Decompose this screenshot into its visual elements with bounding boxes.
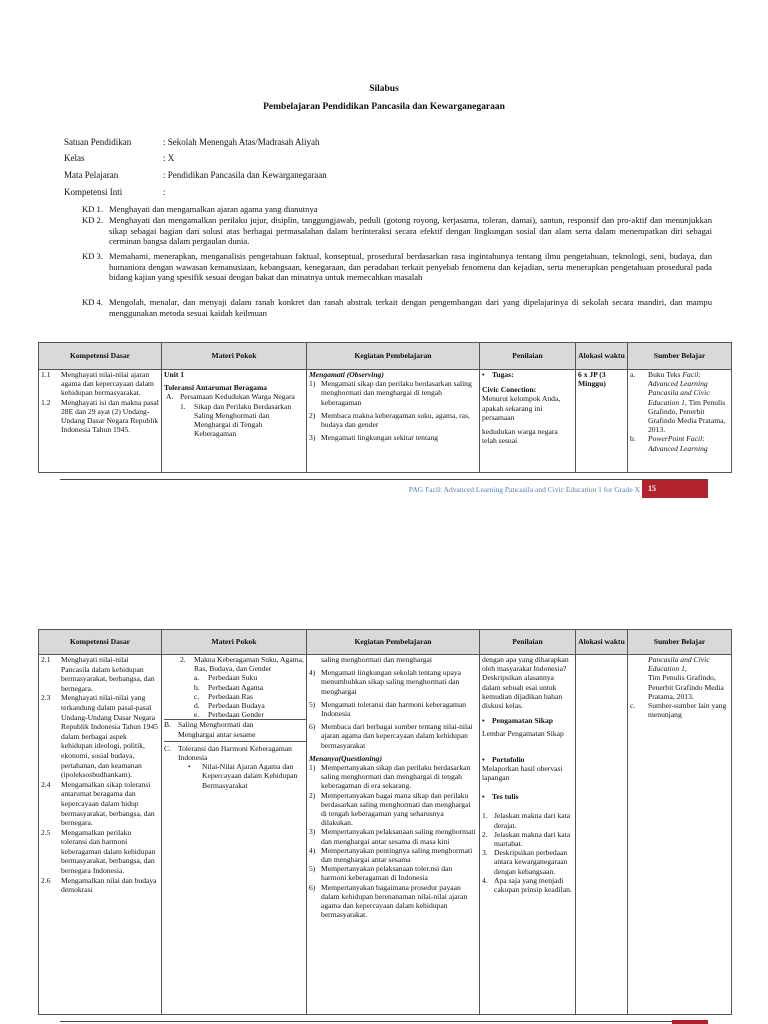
document-title: Silabus	[369, 84, 399, 94]
ki-text: Memahami, menerapkan, menganalisis pengetahuan faktual, konseptual, prosedural berdasarkan rasa ingintahunya tentang ilmu pengetahuan, teknologi, seni, budaya, dan humaniora dengan wawasan kemanusiaan, kebangsaan, kenegaraan, dan peradaban terkait penyebab fenomena dan kejadian, serta menerapkan pengetahuan prosedural pada bidang kajian yang spesifik sesuai dengan bakat dan minatnya untuk memecahkan masalah	[109, 251, 712, 283]
tes-item	[482, 811, 573, 829]
question-number: 4)	[309, 845, 316, 855]
bullet-icon: •	[482, 792, 485, 802]
penilaian-tes-heading	[482, 792, 573, 801]
kegiatan-number: 3)	[309, 433, 316, 443]
header-kompetensi-dasar: Kompetensi Dasar	[39, 630, 162, 655]
kd-text: Menghayati nilai-nilai ajaran agama dan kepercayaan dalam kehidupan bermasyarakat.	[61, 370, 154, 398]
kd-item	[41, 693, 159, 779]
kegiatan-cell	[307, 370, 480, 473]
kd-number: 1.2	[41, 397, 51, 407]
materi-letter: C.	[164, 743, 171, 753]
materi-letter: b.	[194, 682, 200, 692]
materi-subitem	[194, 683, 306, 692]
materi-cell	[162, 370, 307, 473]
tes-number: 1.	[482, 811, 488, 821]
kd-item	[41, 876, 159, 895]
kd-text: Mengamalkan sikap toleransi antarumat beragama dan kepercayaan dalam hidup bermasyarakat, berbangsa, dan bernegara.	[61, 779, 155, 828]
tes-item	[482, 830, 573, 848]
penilaian-civic: Civic Conection:	[482, 385, 537, 395]
header-kegiatan: Kegiatan Pembelajaran	[307, 630, 480, 655]
kegiatan-item	[309, 379, 477, 407]
question-item	[309, 763, 477, 791]
question-number: 5)	[309, 864, 316, 874]
header-alokasi: Alokasi waktu	[576, 630, 628, 655]
materi-text: Toleransi dan Harmoni Keberagaman Indonesia	[178, 743, 292, 763]
materi-letter: A.	[166, 392, 174, 402]
kegiatan-number: 2)	[309, 410, 316, 420]
kegiatan-number: 1)	[309, 379, 316, 389]
ki-item-2	[82, 215, 712, 247]
footer-text: PAG Facil: Advanced Learning Pancasila and Civic Education 1 for Grade X	[408, 485, 640, 494]
materi-text: Sikap dan Perilaku Berdasarkan Saling Menghormati dan Menghargai di Tengah Keberagaman	[194, 401, 292, 439]
info-value: : X	[163, 153, 175, 163]
kegiatan-item	[309, 722, 477, 750]
tes-text: Jelaskan makna dari kata martabat.	[494, 829, 571, 849]
kd-number: 1.1	[41, 370, 51, 379]
kd-text: Menghayati isi dan makna pasal 28E dan 29 ayat (2) Undang-Undang Dasar Negara Republik Indonesia Tahun 1945.	[61, 397, 159, 435]
penilaian-continued: dengan apa yang diharapkan oleh masyarakat Indonesia? Deskripsikan alasannya dalam sebuah esai untuk kemudian dijadikan bahan diskusi kelas.	[482, 655, 569, 711]
materi-unit: Unit 1	[164, 370, 185, 379]
kd-text: Menghayati nilai-nilai yang terkandung dalam pasal-pasal Undang-Undang Dasar Negara Republik Indonesia Tahun 1945 dalam berbagai aspek kehidupan ideologi, politik, ekonomi, sosial budaya, pertahanan, dan keamanan (ipoleksosbudhankam).	[61, 693, 158, 780]
question-text: Mempertanyakan pelaksanaan saling menghormati dan menghargai antar sesama di masa kini	[321, 827, 476, 846]
materi-section-c	[164, 744, 306, 762]
kd-cell	[39, 655, 162, 1015]
penilaian-text: Tugas:	[492, 370, 514, 379]
tes-number: 2.	[482, 829, 488, 839]
penilaian-text: persamaan	[482, 412, 515, 422]
materi-subitem	[194, 701, 306, 710]
ki-item-1	[82, 204, 712, 215]
syllabus-table-page-2	[38, 629, 732, 1015]
penilaian-text: Portofolio	[492, 754, 525, 764]
materi-letter: c.	[194, 691, 200, 701]
header-kegiatan: Kegiatan Pembelajaran	[307, 343, 480, 370]
ki-text: Mengolah, menalar, dan menyaji dalam ranah konkret dan ranah abstrak terkait dengan pengembangan dari yang dipelajarinya di sekolah secara mandiri, dan mampu menggunakan metoda sesuai kaidah keilmuan	[109, 297, 712, 318]
kd-cell	[39, 370, 162, 473]
page-number-badge-edge	[672, 1020, 708, 1024]
kegiatan-text: Mengamati lingkungan sekitar tentang	[321, 433, 439, 443]
question-text: Mempertanyakan pelaksanaan toler.nsi dan harmoni keberagaman di Indonesia	[321, 864, 453, 883]
bullet-icon: •	[482, 754, 485, 764]
info-value: : Sekolah Menengah Atas/Madrasah Aliyah	[163, 137, 320, 147]
header-penilaian: Penilaian	[480, 343, 576, 370]
tes-text: Jelaskan makna dari kata derajat.	[494, 811, 571, 830]
tes-text: Deskripsikan perbedaan antara kewarganegaraan dengan kebangsaan.	[494, 848, 568, 876]
ki-number: KD 4.	[82, 297, 104, 307]
question-text: Mempertanyakan bagai mana sikap dan perilaku berdasarkan saling menghormati dan menghargai di tengah keberagaman yang seharusnya dilakukan.	[321, 790, 471, 828]
sumber-text: Buku Teks	[648, 370, 683, 379]
kd-number: 2.4	[41, 779, 51, 789]
penilaian-tugas	[482, 370, 573, 379]
materi-subitem	[194, 710, 306, 719]
info-value: : Pendidikan Pancasila dan Kewarganegaraan	[163, 170, 327, 180]
bullet-icon: •	[482, 370, 485, 379]
materi-section-a	[166, 392, 304, 401]
ki-number: KD 3.	[82, 251, 104, 261]
materi-letter: a.	[194, 673, 200, 683]
kegiatan-continued: saling menghormati dan menghargai	[321, 655, 432, 664]
penilaian-cell	[480, 655, 576, 1015]
tes-item	[482, 848, 573, 876]
sumber-item	[630, 434, 729, 452]
kd-number: 2.1	[41, 655, 51, 664]
syllabus-table-page-1	[38, 342, 732, 473]
materi-text: Perbedaan Budaya	[208, 701, 265, 711]
materi-sub-2	[180, 655, 306, 673]
header-sumber: Sumber Belajar	[628, 343, 732, 370]
kd-number: 2.6	[41, 875, 51, 885]
question-text: Mempertanyakan pentingnya saling menghormati dan menghargai antar sesama	[321, 845, 473, 865]
kegiatan-item	[309, 433, 477, 442]
materi-text: Makna Keberagaman Suku, Agama, Ras, Budaya, dan Gender	[194, 655, 304, 674]
materi-text: Perbedaan Gender	[208, 710, 264, 720]
penilaian-portofolio-heading	[482, 755, 573, 764]
alokasi-cell	[576, 370, 628, 473]
header-sumber: Sumber Belajar	[628, 630, 732, 655]
kegiatan-text: Membaca dari berbagai sumber tentang nilai-nilai ajaran agama dan kepercayaan dalam kehidupan bermasyarakat	[321, 722, 473, 750]
kd-item	[41, 655, 159, 693]
sumber-item	[630, 701, 729, 719]
info-value: :	[163, 187, 166, 197]
kegiatan-heading: Mengamati (Observing)	[309, 370, 384, 379]
penilaian-text: Pengamatan Sikap	[492, 716, 553, 726]
sumber-item	[630, 370, 729, 434]
kegiatan-cell	[307, 655, 480, 1015]
kd-text: Mengamalkan perilaku toleransi dan harmoni keberagaman dalam kehidupan bermasyarakat, berbangsa, dan bernegara Indonesia.	[61, 827, 156, 876]
question-text: Mempertanyakan sikap dan perilaku berdasarkan saling menghormati dan menghargai di tengah keberagaman di era sekarang.	[321, 763, 471, 791]
kegiatan-text: Membaca makna keberagaman suku, agama, ras, budaya dan gender	[321, 410, 470, 430]
penilaian-text: Tes tulis	[492, 792, 519, 802]
info-label: Kompetensi Inti	[64, 187, 123, 197]
question-number: 6)	[309, 882, 316, 892]
question-item	[309, 791, 477, 828]
footer-divider	[60, 1021, 708, 1022]
header-alokasi: Alokasi waktu	[576, 343, 628, 370]
bullet-icon: •	[482, 716, 485, 726]
kegiatan-text: Mengamati lingkungan sekolah tentang upaya menumbuhkan sikap saling menghormati dan menghargai	[321, 668, 462, 696]
tes-number: 3.	[482, 848, 488, 858]
page-number-badge: 15	[642, 480, 708, 498]
kegiatan-item	[309, 411, 477, 429]
sumber-cell	[628, 655, 732, 1015]
materi-text: Nilai-Nilai Ajaran Agama dan Kepercayaan dalam Kehidupan Bermasyarakat	[202, 762, 298, 790]
penilaian-portofolio-text: Melaporkan hasil obervasi lapangan	[482, 763, 563, 783]
sumber-continued-text: Tim Penulis Grafindo, Penerbit Grafindo Media Pratama, 2013.	[648, 673, 724, 701]
kd-text: Menghayati nilai-nilai Pancasila dalam kehidupan bermasyarakat, berbangsa, dan bernegara.	[61, 655, 155, 693]
header-materi-pokok: Materi Pokok	[162, 630, 307, 655]
kegiatan-item	[309, 700, 477, 718]
question-item	[309, 846, 477, 864]
materi-text: Perbedaan Agama	[208, 682, 264, 692]
penilaian-cell	[480, 370, 576, 473]
kd-item	[41, 398, 159, 435]
materi-number: 1.	[180, 401, 186, 411]
materi-cell	[162, 655, 307, 1015]
sumber-letter: a.	[630, 370, 636, 379]
ki-text: Menghayati dan mengamalkan perilaku jujur, disiplin, tanggungjawab, peduli (gotong royong, kerjasama, toleran, damai), santun, responsif dan pro-aktif dan menunjukkan sikap sebagai bagian dari solusi atas berbagai permasalahan dalam berinteraksi secara efektif dengan lingkungan sosial dan alam serta dalam menempatkan diri sebagai cerminan bangsa dalam pergaulan dunia.	[109, 215, 712, 247]
kd-item	[41, 370, 159, 398]
kd-item	[41, 780, 159, 828]
question-number: 2)	[309, 790, 316, 800]
kegiatan-item	[309, 668, 477, 696]
kd-number: 2.5	[41, 827, 51, 837]
alokasi-value: 6 x JP (3 Minggu)	[578, 370, 606, 389]
document-subtitle: Pembelajaran Pendidikan Pancasila dan Kewarganegaraan	[263, 102, 505, 112]
materi-number: 2.	[180, 655, 186, 664]
tes-item	[482, 876, 573, 894]
ki-text: Menghayati dan mengamalkan ajaran agama yang dianutnya	[109, 204, 318, 214]
penilaian-text: kedudukan warga negara telah sesuai	[482, 427, 558, 446]
materi-subitem	[194, 673, 306, 682]
question-item	[309, 827, 477, 845]
materi-sub-1	[180, 402, 304, 439]
materi-text: Perbedaan Ras	[208, 691, 253, 701]
kd-item	[41, 828, 159, 876]
bullet-icon: •	[188, 762, 191, 772]
sumber-text: Tim Penulis Grafindo, Penerbit Grafindo Media Pratama, 2013.	[648, 397, 726, 435]
alokasi-cell	[576, 655, 628, 1015]
question-number: 1)	[309, 763, 316, 773]
sumber-letter: c.	[630, 701, 636, 711]
header-materi-pokok: Materi Pokok	[162, 343, 307, 370]
ki-item-4	[82, 297, 712, 318]
tes-text: Apa saja yang menjadi cakupan prinsip keadilan.	[494, 875, 572, 895]
materi-bullet	[188, 762, 306, 790]
question-text: Mempertanyakan bagaimana prosedur payaan dalam kehidupan berenanaman nilai-nilai ajaran agama dan kepercayaan dalam kehidupan bermasyarakat.	[321, 882, 468, 920]
materi-letter: e.	[194, 710, 200, 720]
sumber-letter: b.	[630, 434, 636, 444]
sumber-text: Sumber-sumber lain yang menunjang	[648, 701, 727, 720]
materi-text: Persamaan Kedudukan Warga Negara	[180, 392, 295, 402]
kegiatan-text: Mengamati sikap dan perilaku berdasarkan saling menghormati dan menghargai di tengah keberagaman	[321, 379, 472, 407]
materi-text: Perbedaan Suku	[208, 673, 258, 683]
ki-number: KD 2.	[82, 215, 104, 225]
kegiatan-number: 6)	[309, 722, 316, 732]
penilaian-sikap-text: Lembar Pengamatan Sikap	[482, 729, 564, 739]
kegiatan-text: Mengamati toleransi dan harmoni keberagaman Indonesia	[321, 699, 467, 719]
materi-letter: B.	[164, 720, 171, 730]
footer-divider	[60, 479, 708, 480]
materi-topic: Toleransi Antarumat Beragama	[164, 383, 268, 393]
info-label: Mata Pelajaran	[64, 170, 119, 180]
penilaian-sikap-heading	[482, 716, 573, 725]
materi-section-b	[164, 719, 306, 741]
kd-number: 2.3	[41, 693, 51, 703]
sumber-title: PowerPoint Facil: Advanced Learning	[648, 434, 708, 453]
materi-subitem	[194, 692, 306, 701]
sumber-title: Facil: Advanced Learning Pancasila and Civic Education 1,	[648, 370, 710, 407]
question-number: 3)	[309, 827, 316, 837]
question-item	[309, 864, 477, 882]
sumber-cell	[628, 370, 732, 473]
kegiatan-number: 5)	[309, 699, 316, 709]
penilaian-text: Menurut kelompok Anda, apakah sekarang ini	[482, 394, 561, 413]
kd-text: Mengamalkan nilai dan budaya demokrasi	[61, 875, 157, 895]
header-kompetensi-dasar: Kompetensi Dasar	[39, 343, 162, 370]
header-penilaian: Penilaian	[480, 630, 576, 655]
ki-item-3	[82, 251, 712, 283]
kegiatan-heading: Menanya(Questioning)	[309, 753, 382, 763]
info-label: Kelas	[64, 153, 85, 163]
sumber-continued: Pancasila and Civic Education 1,	[648, 655, 710, 674]
materi-letter: d.	[194, 701, 200, 711]
tes-number: 4.	[482, 875, 488, 885]
question-item	[309, 883, 477, 920]
materi-text: Saling Menghormati dan Menghargai antar sesame	[178, 720, 256, 739]
info-label: Satuan Pendidikan	[64, 137, 132, 147]
ki-number: KD 1.	[82, 204, 104, 214]
kegiatan-number: 4)	[309, 668, 316, 678]
